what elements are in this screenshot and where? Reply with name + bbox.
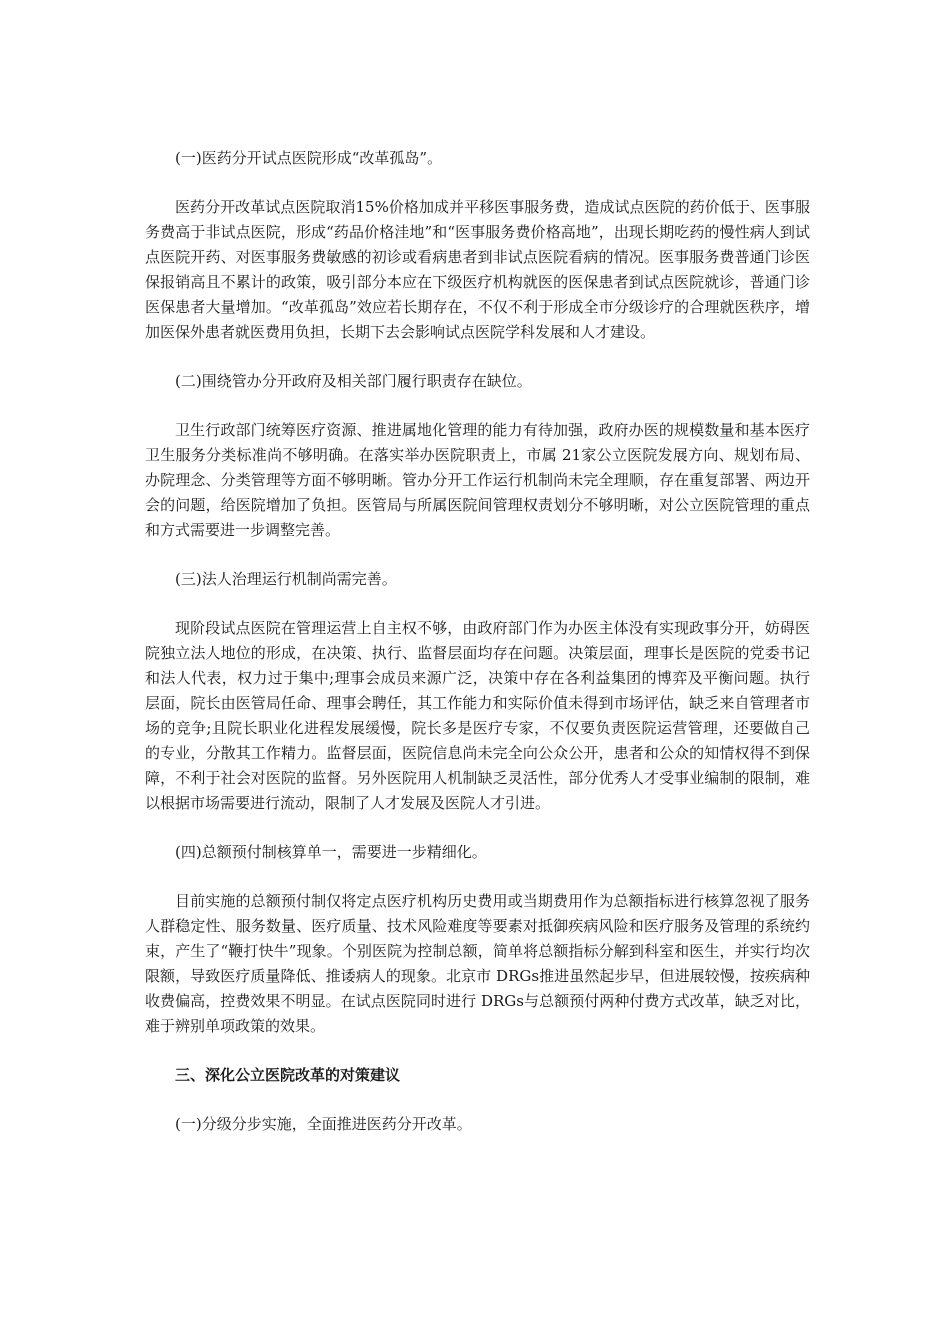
section-4-heading: (四)总额预付制核算单一，需要进一步精细化。 (175, 843, 487, 861)
chapter-heading: 三、深化公立医院改革的对策建议 (175, 1066, 401, 1084)
document-body (145, 146, 810, 1137)
section-4-paragraph: 目前实施的总额预付制仅将定点医疗机构历史费用或当期费用作为总额指标进行核算忽视了服务人群稳定性、服务数量、医疗质量、技术风险难度等要素对抵御疾病风险和医疗服务及管理的系统约束，产生了“鞭打快牛”现象。个别医院为控制总额，简单将总额指标分解到科室和医生，并实行均次限额，导致医疗质量降低、推诿病人的现象。北京市 DRGs推进虽然起步早，但进展较慢，按疾病种收费偏高，控费效果不明显。在试点医院同时进行 DRGs与总额预付两种付费方式改革，缺乏对比，难于辨别单项政策的效果。 (145, 892, 810, 1035)
section-3-heading: (三)法人治理运行机制尚需完善。 (175, 570, 397, 588)
section-3-paragraph: 现阶段试点医院在管理运营上自主权不够，由政府部门作为办医主体没有实现政事分开，妨碍医院独立法人地位的形成，在决策、执行、监督层面均存在问题。决策层面，理事长是医院的党委书记和法人代表，权力过于集中;理事会成员来源广泛，决策中存在各利益集团的博弈及平衡问题。执行层面，院长由医管局任命、理事会聘任，其工作能力和实际价值未得到市场评估，缺乏来自管理者市场的竞争;且院长职业化进程发展缓慢，院长多是医疗专家，不仅要负责医院运营管理，还要做自己的专业，分散其工作精力。监督层面，医院信息尚未完全向公众公开，患者和公众的知情权得不到保障，不利于社会对医院的监督。另外医院用人机制缺乏灵活性，部分优秀人才受事业编制的限制，难以根据市场需要进行流动，限制了人才发展及医院人才引进。 (145, 619, 810, 812)
section-1-heading: (一)医药分开试点医院形成“改革孤岛”。 (175, 149, 443, 167)
final-section-heading: (一)分级分步实施，全面推进医药分开改革。 (175, 1115, 472, 1133)
section-2-heading: (二)围绕管办分开政府及相关部门履行职责存在缺位。 (175, 372, 532, 390)
section-1-paragraph: 医药分开改革试点医院取消15%价格加成并平移医事服务费，造成试点医院的药价低于、医事服务费高于非试点医院，形成“药品价格洼地”和“医事服务费价格高地”，出现长期吃药的慢性病人到试点医院开药、对医事服务费敏感的初诊或看病患者到非试点医院看病的情况。医事服务费普通门诊医保报销高且不累计的政策，吸引部分本应在下级医疗机构就医的医保患者到试点医院就诊，普通门诊医保患者大量增加。“改革孤岛”效应若长期存在，不仅不利于形成全市分级诊疗的合理就医秩序，增加医保外患者就医费用负担，长期下去会影响试点医院学科发展和人才建设。 (145, 198, 810, 341)
section-2-paragraph: 卫生行政部门统筹医疗资源、推进属地化管理的能力有待加强，政府办医的规模数量和基本医疗卫生服务分类标准尚不够明确。在落实举办医院职责上，市属 21家公立医院发展方向、规划布局、办院理念、分类管理等方面不够明晰。管办分开工作运行机制尚未完全理顺，存在重复部署、两边开会的问题，给医院增加了负担。医管局与所属医院间管理权责划分不够明晰，对公立医院管理的重点和方式需要进一步调整完善。 (145, 421, 810, 539)
